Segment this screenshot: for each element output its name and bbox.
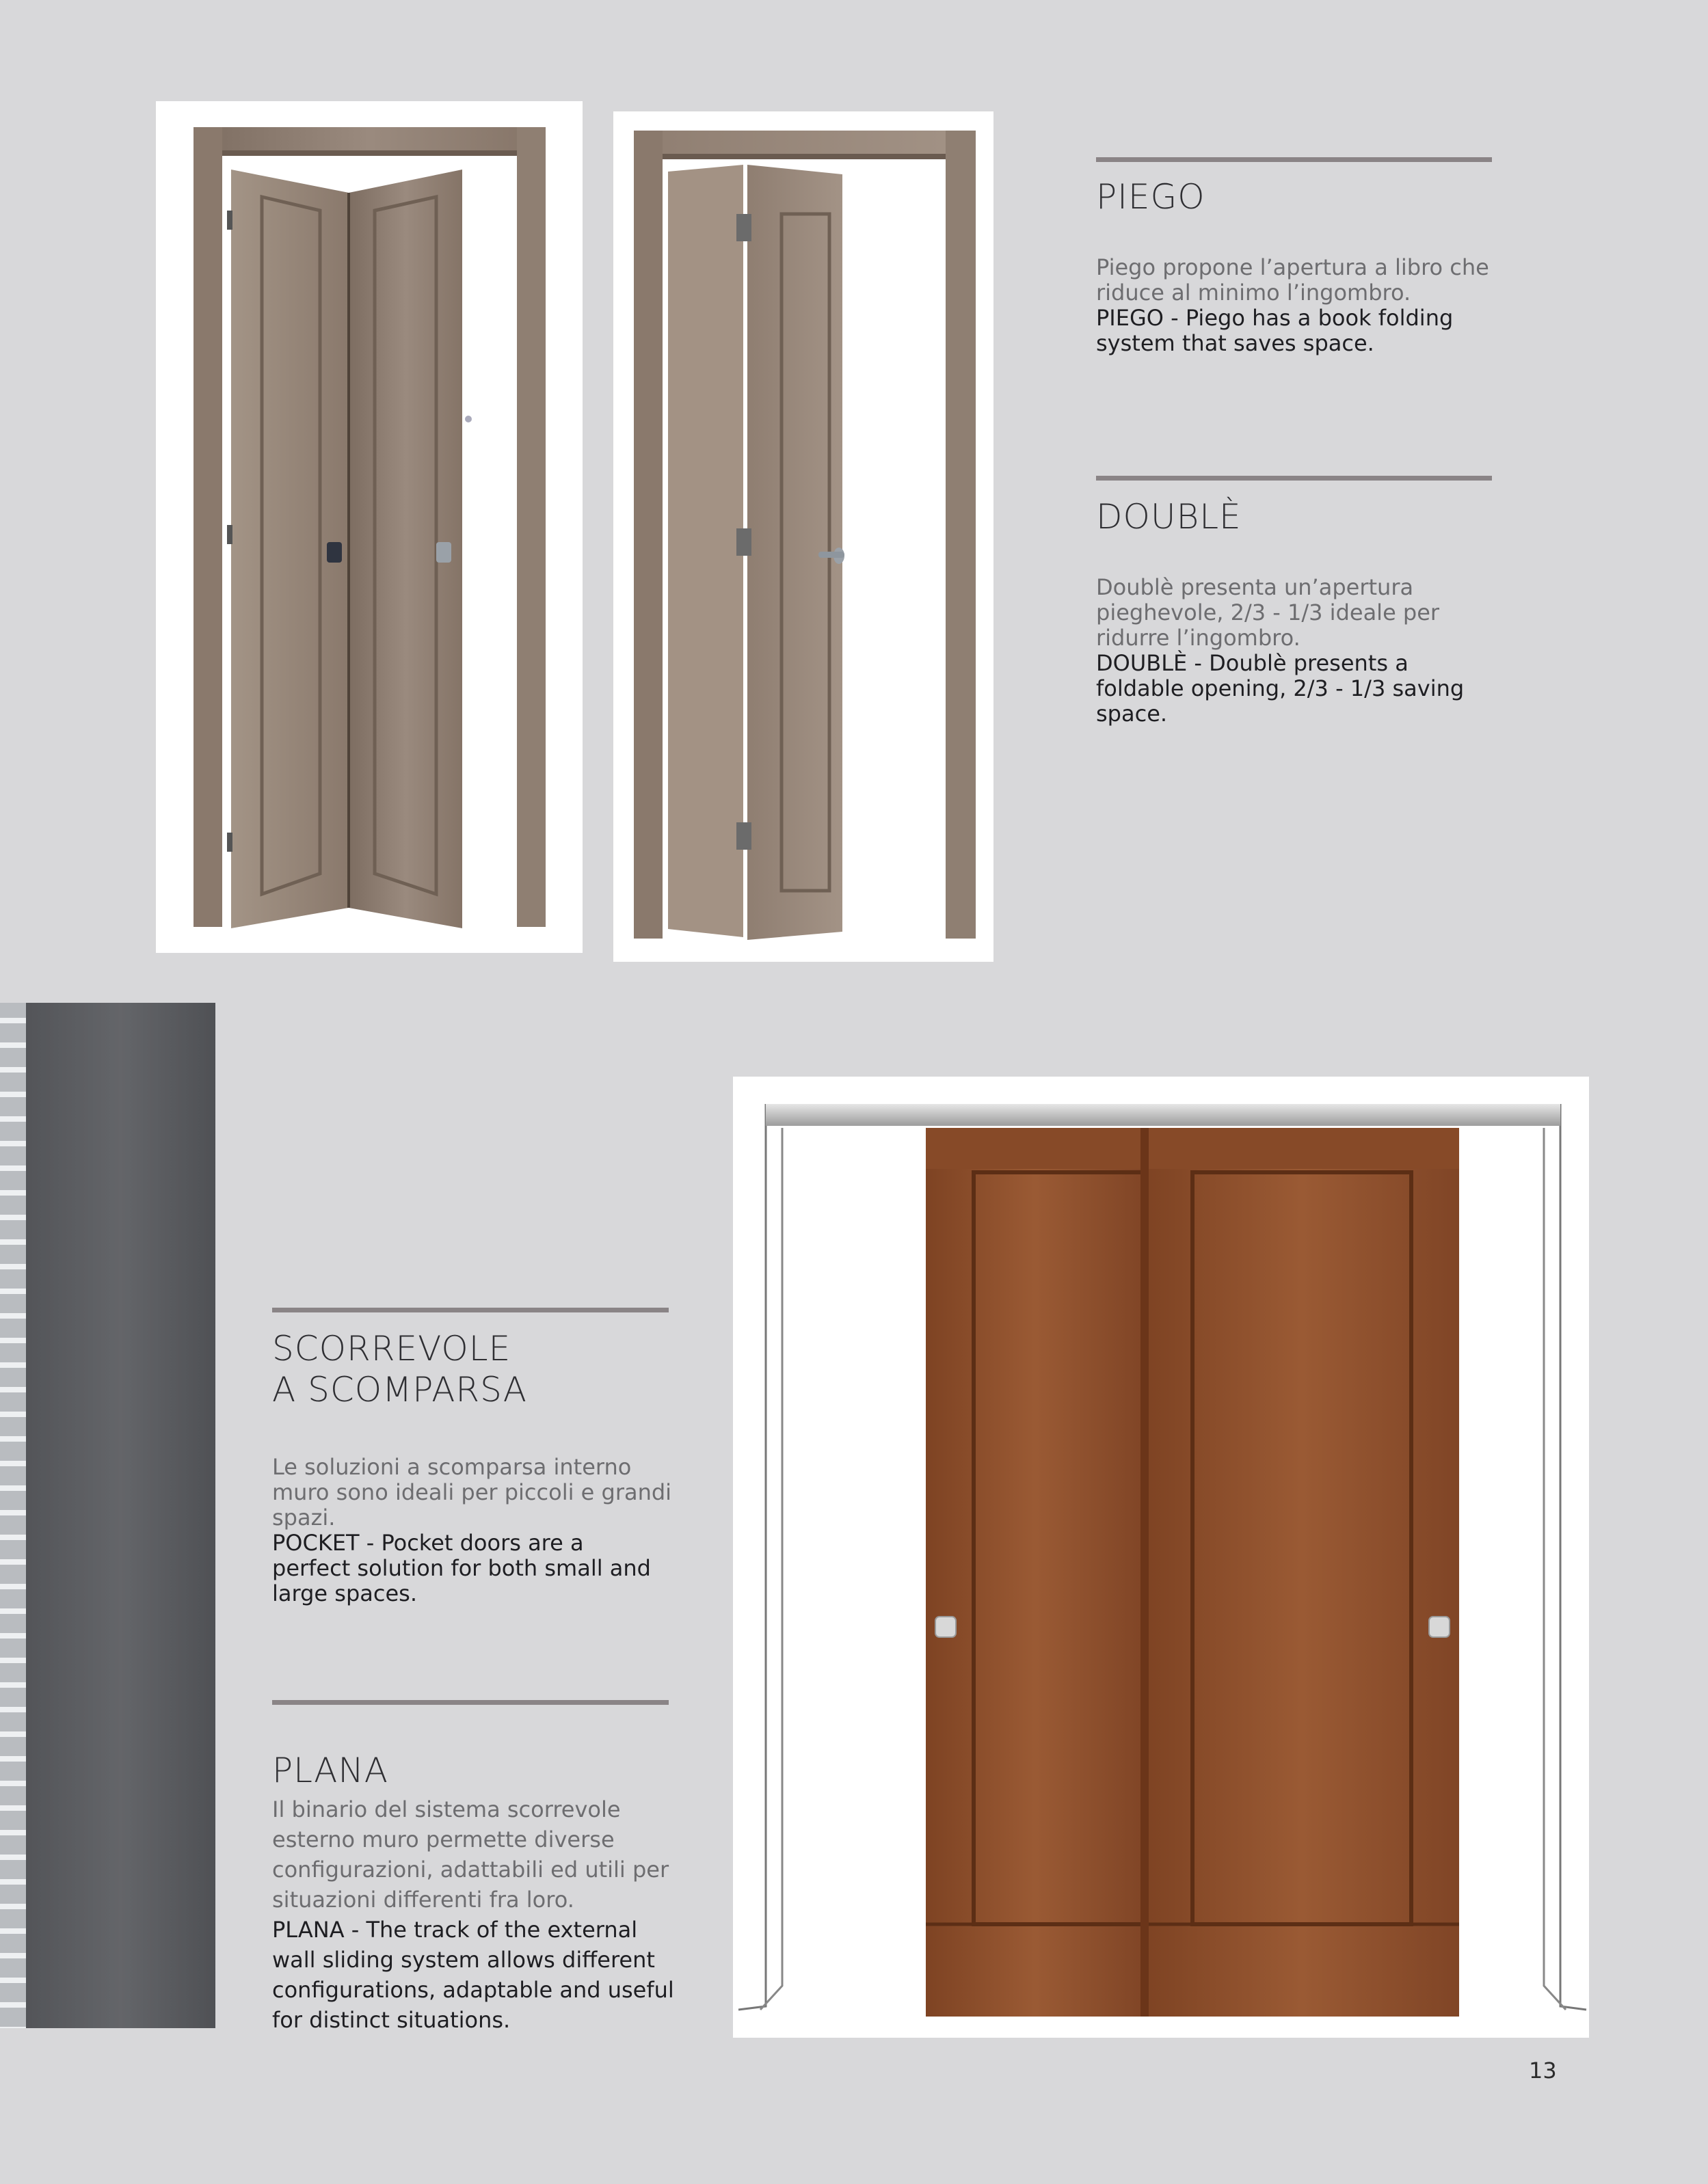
scorrevole-english-line: perfect solution for both small and [272, 1555, 651, 1581]
double-rule [1096, 476, 1492, 481]
piego-door-photo [156, 101, 583, 953]
plana-italian-line: configurazioni, adattabili ed utili per [272, 1857, 669, 1883]
double-door-photo [613, 111, 993, 962]
scorrevole-english-line: large spaces. [272, 1580, 417, 1606]
scorrevole-rule [272, 1308, 669, 1312]
piego-italian-line: riduce al minimo l’ingombro. [1096, 280, 1411, 306]
scorrevole-title-line: SCORREVOLE [272, 1329, 511, 1369]
plana-english-line: for distinct situations. [272, 2007, 511, 2033]
scorrevole-italian-line: Le soluzioni a scomparsa interno [272, 1454, 632, 1480]
double-italian-line: Doublè presenta un’apertura [1096, 574, 1414, 600]
double-title: DOUBLÈ [1096, 497, 1242, 537]
piego-title: PIEGO [1096, 177, 1205, 217]
page-number: 13 [1529, 2058, 1557, 2084]
piego-description [1096, 255, 1506, 356]
scorrevole-italian-line: spazi. [272, 1505, 336, 1531]
piego-rule [1096, 157, 1492, 162]
plana-italian-line: Il binario del sistema scorrevole [272, 1796, 621, 1822]
plana-title: PLANA [272, 1751, 388, 1790]
piego-italian-line: Piego propone l’apertura a libro che [1096, 254, 1489, 280]
plana-english-line: PLANA - The track of the external [272, 1917, 638, 1943]
scorrevole-title [272, 1328, 527, 1410]
piego-english-line: PIEGO - Piego has a book folding [1096, 305, 1454, 331]
piego-english-line: system that saves space. [1096, 330, 1374, 356]
plana-italian-line: situazioni differenti fra loro. [272, 1887, 574, 1913]
sliding-door-photo [733, 1077, 1589, 2038]
double-description [1096, 575, 1520, 727]
double-english-line: DOUBLÈ - Doublè presents a [1096, 650, 1409, 676]
plana-italian-line: esterno muro permette diverse [272, 1826, 615, 1852]
concrete-texture-strip [0, 1003, 215, 2028]
plana-rule [272, 1700, 669, 1705]
scorrevole-title-line: A SCOMPARSA [272, 1370, 528, 1410]
double-italian-line: ridurre l’ingombro. [1096, 625, 1300, 651]
plana-english-line: wall sliding system allows different [272, 1947, 655, 1973]
double-english-line: space. [1096, 701, 1168, 727]
double-italian-line: pieghevole, 2/3 - 1/3 ideale per [1096, 599, 1440, 625]
scorrevole-description [272, 1455, 710, 1606]
plana-english-line: configurations, adaptable and useful [272, 1977, 674, 2003]
plana-description [272, 1794, 710, 2035]
scorrevole-english-line: POCKET - Pocket doors are a [272, 1530, 584, 1556]
double-english-line: foldable opening, 2/3 - 1/3 saving [1096, 675, 1465, 701]
scorrevole-italian-line: muro sono ideali per piccoli e grandi [272, 1479, 672, 1505]
